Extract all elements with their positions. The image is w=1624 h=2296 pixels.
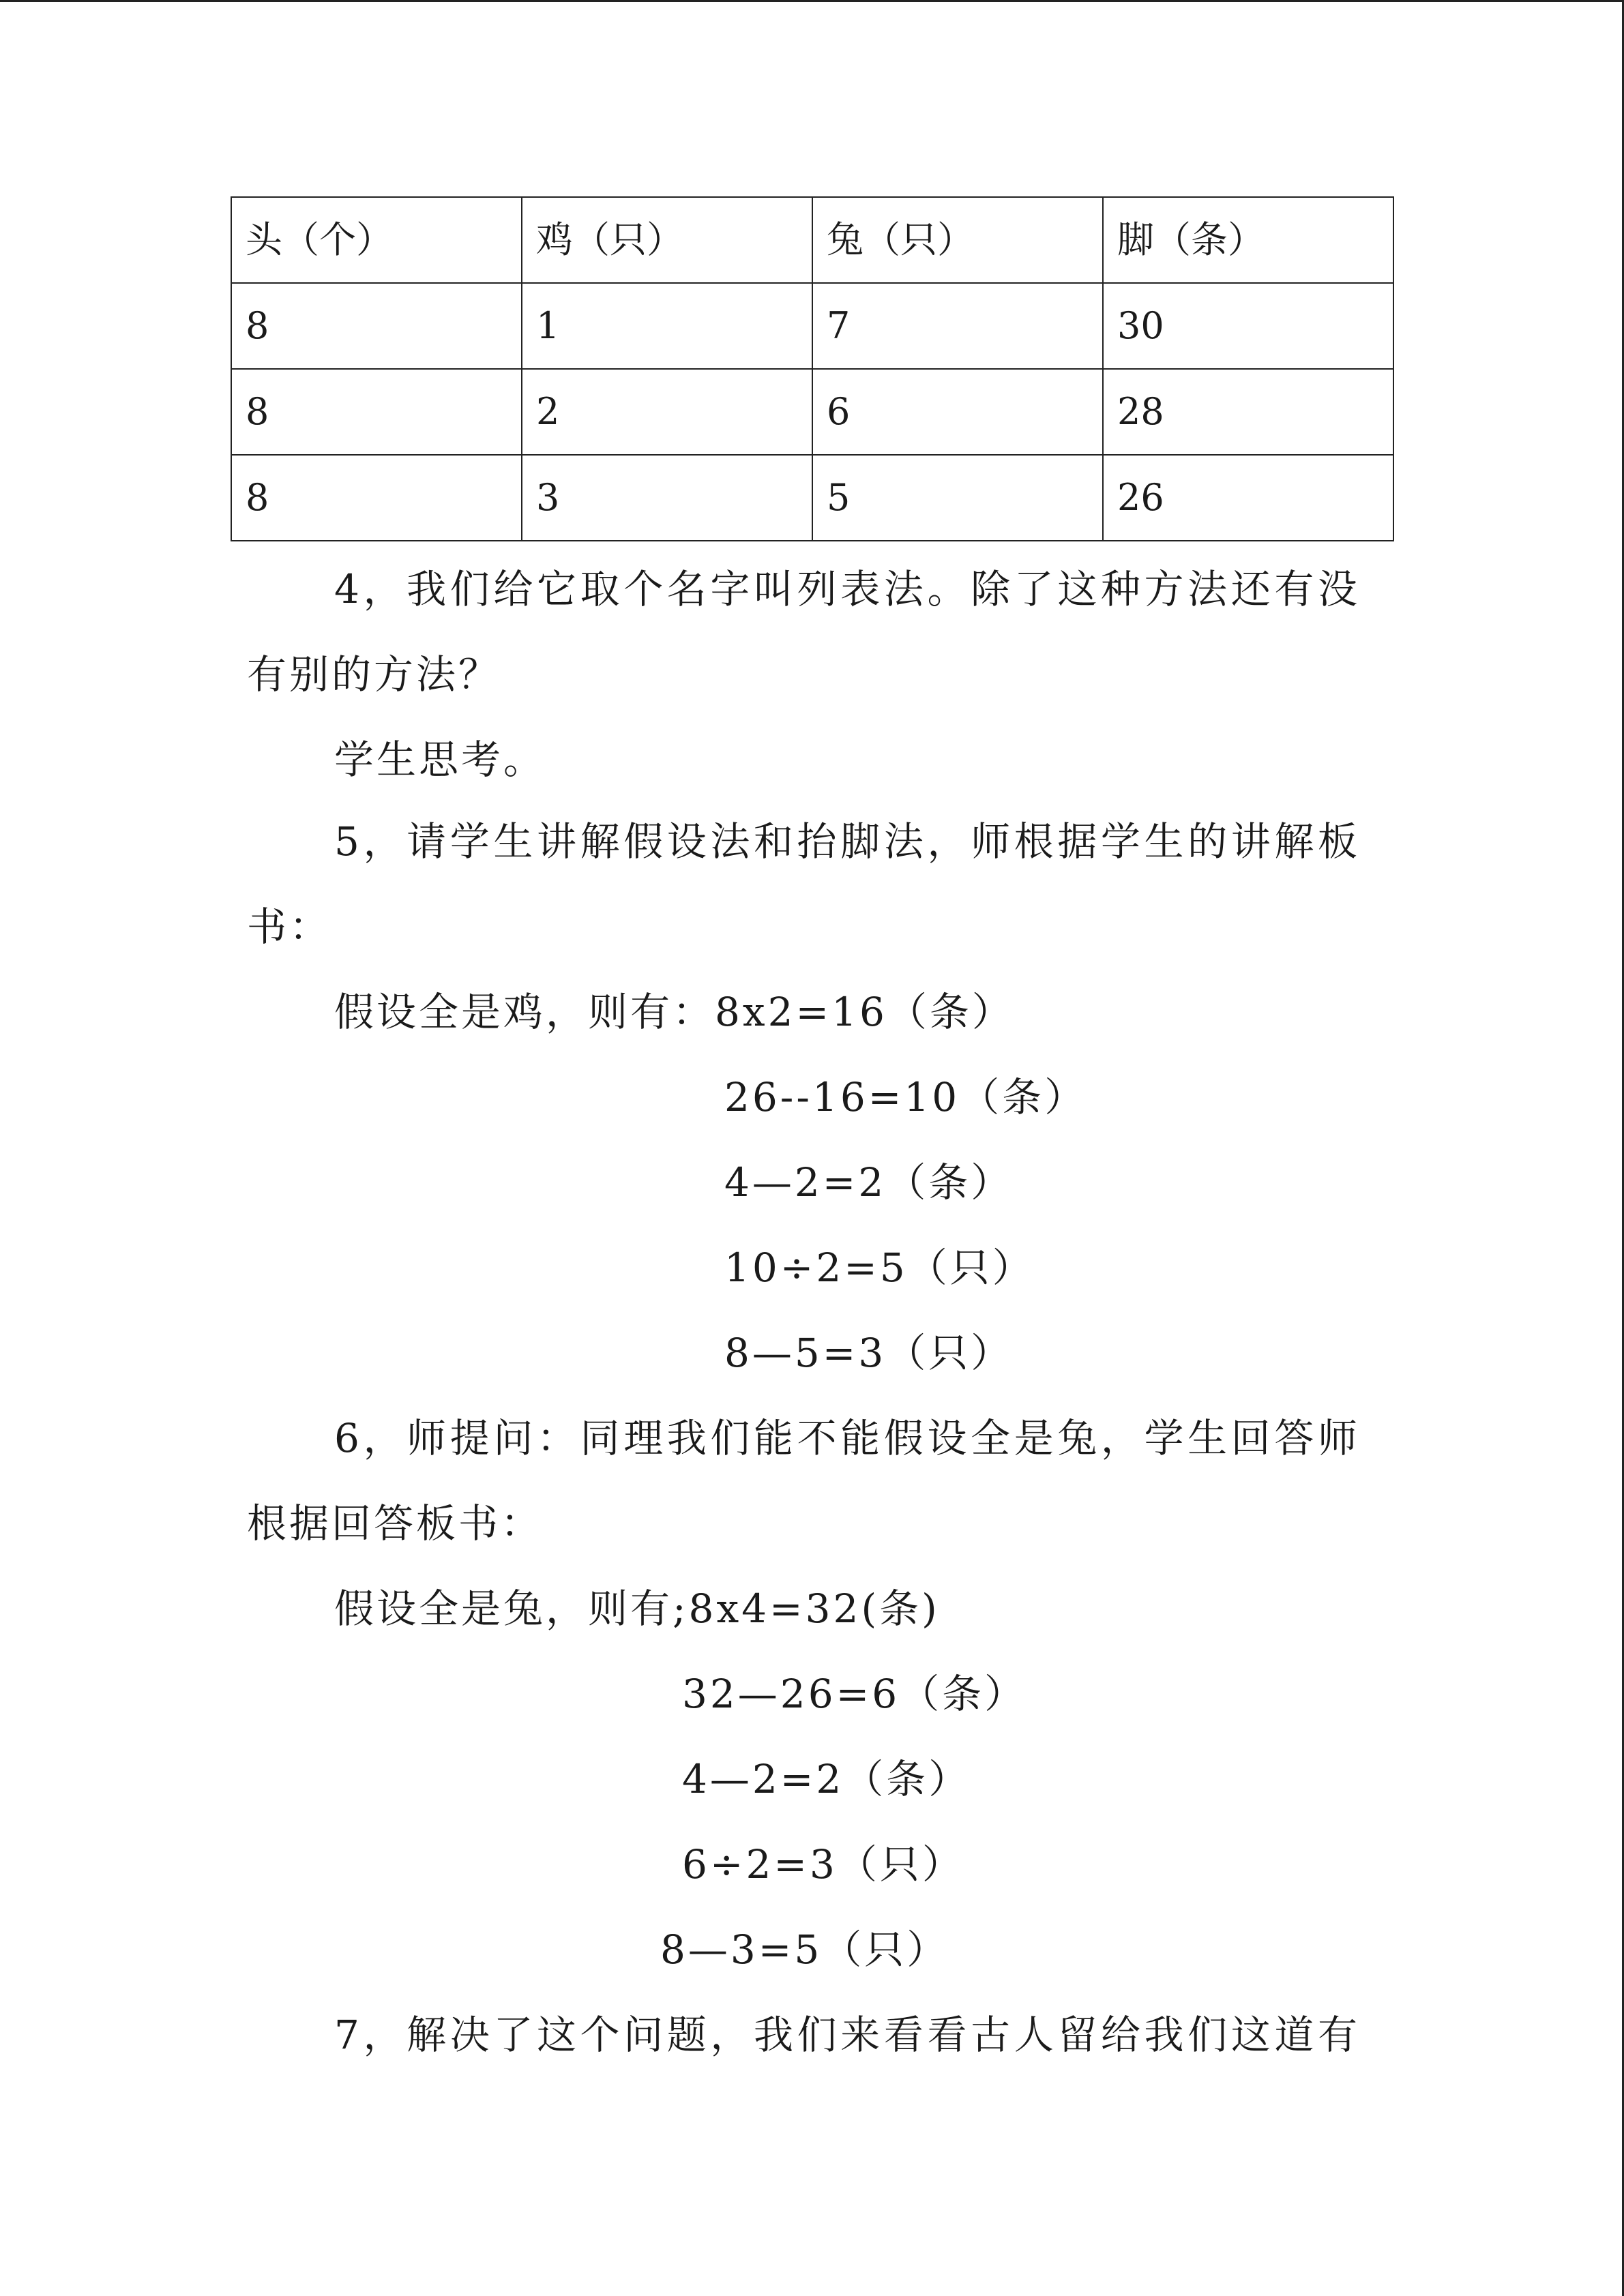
table-cell: 6 — [812, 369, 1103, 455]
paragraph-5-line-2: 书： — [247, 904, 332, 950]
paragraph-6-line-1: 6，师提问：同理我们能不能假设全是兔，学生回答师 — [334, 1415, 1357, 1461]
paragraph-7-line-1: 7，解决了这个问题，我们来看看古人留给我们这道有 — [334, 2012, 1357, 2058]
table-header-cell: 脚（条） — [1103, 197, 1393, 283]
chicken-rabbit-table — [231, 196, 1394, 541]
table-row — [231, 455, 1393, 541]
chicken-step-3: 4—2=2（条） — [724, 1159, 1014, 1206]
rabbit-step-4: 6÷2=3（只） — [682, 1841, 964, 1888]
table-cell: 2 — [522, 369, 812, 455]
table-cell: 3 — [522, 455, 812, 541]
table-header-cell: 头（个） — [231, 197, 522, 283]
table-header-cell: 兔（只） — [812, 197, 1103, 283]
table-cell: 8 — [231, 369, 522, 455]
chicken-step-2: 26--16=10（条） — [724, 1074, 1087, 1120]
page-top-border — [0, 0, 1624, 2]
paragraph-5-line-1: 5，请学生讲解假设法和抬脚法，师根据学生的讲解板 — [334, 818, 1357, 865]
table-header-cell: 鸡（只） — [522, 197, 812, 283]
rabbit-step-5: 8—3=5（只） — [660, 1926, 949, 1973]
table-cell: 26 — [1103, 455, 1393, 541]
table-row — [231, 369, 1393, 455]
table-cell: 8 — [231, 455, 522, 541]
table-cell: 7 — [812, 283, 1103, 369]
student-thinking-line: 学生思考。 — [334, 736, 546, 783]
rabbit-step-2: 32—26=6（条） — [682, 1671, 1027, 1717]
table-row — [231, 283, 1393, 369]
table-cell: 5 — [812, 455, 1103, 541]
rabbit-step-3: 4—2=2（条） — [682, 1756, 971, 1802]
paragraph-6-line-2: 根据回答板书： — [247, 1500, 544, 1547]
chicken-step-4: 10÷2=5（只） — [724, 1244, 1035, 1291]
table-cell: 1 — [522, 283, 812, 369]
chicken-assumption-line: 假设全是鸡，则有：8x2=16（条） — [334, 989, 1014, 1035]
paragraph-4-line-2: 有别的方法？ — [247, 651, 501, 698]
table-header-row — [231, 197, 1393, 283]
rabbit-assumption-line: 假设全是兔，则有;8x4=32(条) — [334, 1585, 940, 1632]
table-cell: 28 — [1103, 369, 1393, 455]
table-cell: 30 — [1103, 283, 1393, 369]
table-cell: 8 — [231, 283, 522, 369]
paragraph-4-line-1: 4，我们给它取个名字叫列表法。除了这种方法还有没 — [334, 566, 1357, 612]
chicken-step-5: 8—5=3（只） — [724, 1330, 1014, 1376]
